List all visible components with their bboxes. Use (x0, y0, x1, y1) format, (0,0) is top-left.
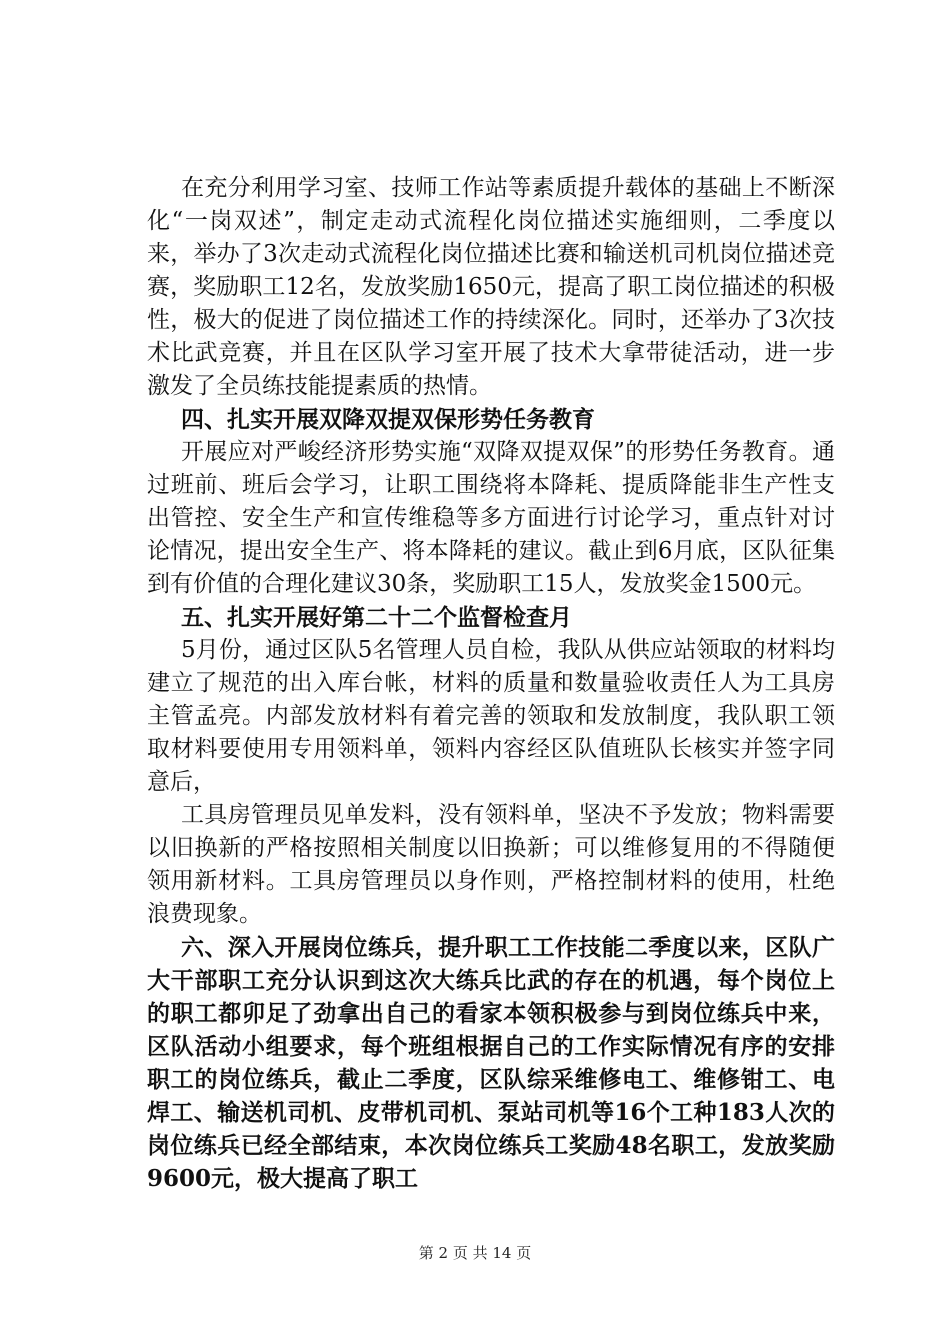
paragraph-tool-room: 工具房管理员见单发料，没有领料单，坚决不予发放；物料需要以旧换新的严格按照相关制度以旧换新；可以维修复用的不得随便领用新材料。工具房管理员以身作则，严格控制材料的使用，杜绝浪费现象。 (147, 802, 835, 927)
heading-section-five: 五、扎实开展好第二十二个监督检查月 (181, 604, 572, 631)
paragraph-material-inspection: 5月份，通过区队5名管理人员自检，我队从供应站领取的材料均建立了规范的出入库台帐，材料的质量和数量验收责任人为工具房主管孟亮。内部发放材料有着完善的领取和发放制度，我队职工领取材料要使用专用领料单，领料内容经区队值班队长核实并签字同意后， (147, 637, 835, 795)
paragraph-section-six: 六、深入开展岗位练兵，提升职工工作技能二季度以来，区队广大干部职工充分认识到这次大练兵比武的存在的机遇，每个岗位上的职工都卯足了劲拿出自己的看家本领积极参与到岗位练兵中来，区队活动小组要求，每个班组根据自己的工作实际情况有序的安排职工的岗位练兵，截止二季度，区队综采维修电工、维修钳工、电焊工、输送机司机、皮带机司机、泵站司机等16个工种183人次的岗位练兵已经全部结束，本次岗位练兵工奖励48名职工，发放奖励9600元，极大提高了职工 (147, 934, 835, 1192)
paragraph-situation-education: 开展应对严峻经济形势实施“双降双提双保”的形势任务教育。通过班前、班后会学习，让职工围绕将本降耗、提质降能非生产性支出管控、安全生产和宣传维稳等多方面进行讨论学习，重点针对讨论情况，提出安全生产、将本降耗的建议。截止到6月底，区队征集到有价值的合理化建议30条，奖励职工15人，发放奖金1500元。 (147, 439, 835, 597)
paragraph-skill-description: 在充分利用学习室、技师工作站等素质提升载体的基础上不断深化“一岗双述”，制定走动式流程化岗位描述实施细则，二季度以来，举办了3次走动式流程化岗位描述比赛和输送机司机岗位描述竞赛，奖励职工12名，发放奖励1650元，提高了职工岗位描述的积极性，极大的促进了岗位描述工作的持续深化。同时，还举办了3次技术比武竞赛，并且在区队学习室开展了技术大拿带徒活动，进一步激发了全员练技能提素质的热情。 (147, 175, 835, 399)
heading-section-four: 四、扎实开展双降双提双保形势任务教育 (181, 406, 595, 433)
page-footer: 第 2 页 共 14 页 (418, 1244, 532, 1262)
document-body (147, 172, 835, 1195)
